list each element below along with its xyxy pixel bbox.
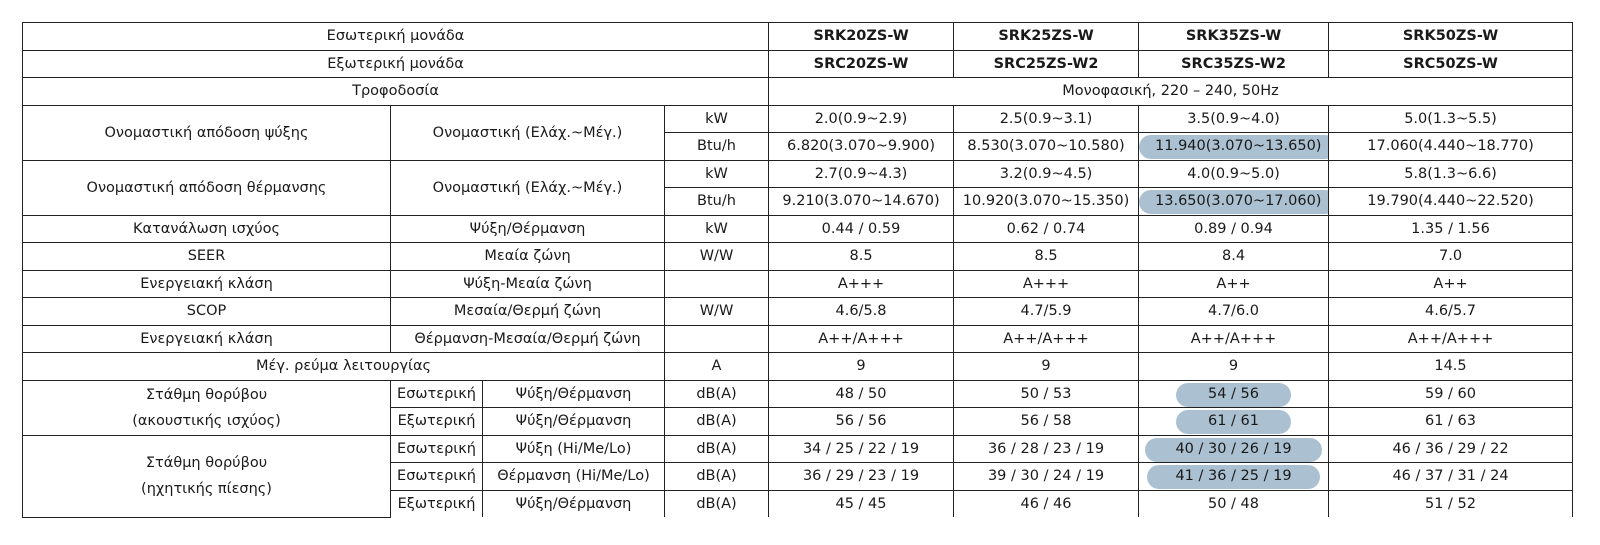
row-power-supply: [23, 78, 1573, 106]
value-cell: 9.210(3.070~14.670): [769, 188, 954, 216]
value-cell: 2.5(0.9~3.1): [954, 105, 1139, 133]
unit-cell: dB(A): [665, 435, 769, 463]
location-cell: Εσωτερική: [391, 380, 483, 408]
value-cell: 48 / 50: [769, 380, 954, 408]
row-cooling-kw: [23, 105, 1573, 133]
highlight-marker: 41 / 36 / 25 / 19: [1151, 466, 1315, 486]
value-cell: 0.89 / 0.94: [1139, 215, 1329, 243]
outdoor-unit-label: Εξωτερική μονάδα: [23, 50, 769, 78]
value-cell: 19.790(4.440~22.520): [1329, 188, 1573, 216]
unit-cell: dB(A): [665, 463, 769, 491]
value-cell: 4.6/5.8: [769, 298, 954, 326]
heating-capacity-sublabel: Ονομαστική (Ελάχ.~Μέγ.): [391, 160, 665, 215]
value-cell: 46 / 46: [954, 490, 1139, 517]
unit-cell: Btu/h: [665, 188, 769, 216]
mode-cell: Ψύξη/Θέρμανση: [483, 490, 665, 517]
value-cell: 14.5: [1329, 353, 1573, 381]
value-cell: 4.6/5.7: [1329, 298, 1573, 326]
value-cell: 3.5(0.9~4.0): [1139, 105, 1329, 133]
highlighted-value-cell: [1139, 463, 1329, 491]
unit-cell: [665, 270, 769, 298]
value-cell: 0.44 / 0.59: [769, 215, 954, 243]
value-cell: A++/A+++: [1139, 325, 1329, 353]
energy-class-sublabel: Θέρμανση-Μεσαία/Θερμή ζώνη: [391, 325, 665, 353]
value-cell: 51 / 52: [1329, 490, 1573, 517]
value-cell: 46 / 37 / 31 / 24: [1329, 463, 1573, 491]
cooling-capacity-sublabel: Ονομαστική (Ελάχ.~Μέγ.): [391, 105, 665, 160]
energy-class-label: Ενεργειακή κλάση: [23, 270, 391, 298]
noise-pressure-label-line1: Στάθμη θορύβου: [145, 455, 268, 471]
location-cell: Εσωτερική: [391, 463, 483, 491]
highlighted-value-cell: [1139, 435, 1329, 463]
mode-cell: Ψύξη (Hi/Me/Lo): [483, 435, 665, 463]
value-cell: 50 / 48: [1139, 490, 1329, 517]
unit-cell: kW: [665, 105, 769, 133]
row-energy-class-cooling: [23, 270, 1573, 298]
row-noise-pressure-cooling: [23, 435, 1573, 463]
unit-cell: W/W: [665, 298, 769, 326]
value-cell: 34 / 25 / 22 / 19: [769, 435, 954, 463]
value-cell: 39 / 30 / 24 / 19: [954, 463, 1139, 491]
mode-cell: Θέρμανση (Hi/Me/Lo): [483, 463, 665, 491]
row-power-consumption: [23, 215, 1573, 243]
highlighted-value-cell: [1139, 408, 1329, 436]
unit-cell: dB(A): [665, 490, 769, 517]
row-scop: [23, 298, 1573, 326]
mode-cell: Ψύξη/Θέρμανση: [483, 380, 665, 408]
power-supply-label: Τροφοδοσία: [23, 78, 769, 106]
scop-label: SCOP: [23, 298, 391, 326]
power-supply-value: Μονοφασική, 220 – 240, 50Hz: [769, 78, 1573, 106]
value-cell: 61 / 63: [1329, 408, 1573, 436]
outdoor-model: SRC35ZS-W2: [1139, 50, 1329, 78]
noise-power-label-line1: Στάθμη θορύβου: [145, 386, 268, 403]
value-cell: 9: [1139, 353, 1329, 381]
noise-pressure-label: [23, 435, 391, 517]
value-cell: 8.5: [769, 243, 954, 271]
value-cell: 1.35 / 1.56: [1329, 215, 1573, 243]
row-seer: [23, 243, 1573, 271]
value-cell: 36 / 28 / 23 / 19: [954, 435, 1139, 463]
unit-cell: dB(A): [665, 380, 769, 408]
highlight-marker: 13.650(3.070~17.060): [1143, 191, 1329, 211]
row-outdoor-model: [23, 50, 1573, 78]
value-cell: 56 / 58: [954, 408, 1139, 436]
seer-label: SEER: [23, 243, 391, 271]
value-cell: 2.7(0.9~4.3): [769, 160, 954, 188]
value-cell: 59 / 60: [1329, 380, 1573, 408]
value-cell: A++: [1329, 270, 1573, 298]
location-cell: Εξωτερική: [391, 490, 483, 517]
highlighted-value-cell: [1139, 380, 1329, 408]
indoor-model: SRK20ZS-W: [769, 23, 954, 51]
value-cell: 9: [954, 353, 1139, 381]
noise-power-label-line2: (ακουστικής ισχύος): [132, 412, 281, 429]
value-cell: 8.4: [1139, 243, 1329, 271]
value-cell: 8.5: [954, 243, 1139, 271]
power-consumption-label: Κατανάλωση ισχύος: [23, 215, 391, 243]
energy-class-label: Ενεργειακή κλάση: [23, 325, 391, 353]
seer-sublabel: Μεαία ζώνη: [391, 243, 665, 271]
noise-power-label: [23, 380, 391, 435]
indoor-model: SRK50ZS-W: [1329, 23, 1573, 51]
value-cell: 46 / 36 / 29 / 22: [1329, 435, 1573, 463]
outdoor-model: SRC20ZS-W: [769, 50, 954, 78]
unit-cell: kW: [665, 160, 769, 188]
outdoor-model: SRC25ZS-W2: [954, 50, 1139, 78]
value-cell: 50 / 53: [954, 380, 1139, 408]
highlight-marker: 11.940(3.070~13.650): [1143, 136, 1329, 156]
row-indoor-model: [23, 23, 1573, 51]
row-max-current: [23, 353, 1573, 381]
value-cell: A+++: [954, 270, 1139, 298]
highlight-marker: 54 / 56: [1180, 384, 1287, 404]
value-cell: 5.0(1.3~5.5): [1329, 105, 1573, 133]
indoor-unit-label: Εσωτερική μονάδα: [23, 23, 769, 51]
value-cell: 7.0: [1329, 243, 1573, 271]
scop-sublabel: Μεσαία/Θερμή ζώνη: [391, 298, 665, 326]
value-cell: 8.530(3.070~10.580): [954, 133, 1139, 161]
value-cell: 6.820(3.070~9.900): [769, 133, 954, 161]
value-cell: 36 / 29 / 23 / 19: [769, 463, 954, 491]
row-energy-class-heating: [23, 325, 1573, 353]
location-cell: Εξωτερική: [391, 408, 483, 436]
value-cell: A++: [1139, 270, 1329, 298]
outdoor-model: SRC50ZS-W: [1329, 50, 1573, 78]
value-cell: A++/A+++: [769, 325, 954, 353]
location-cell: Εσωτερική: [391, 435, 483, 463]
mode-cell: Ψύξη/Θέρμανση: [483, 408, 665, 436]
heating-capacity-label: Ονομαστική απόδοση θέρμανσης: [23, 160, 391, 215]
value-cell: 4.7/5.9: [954, 298, 1139, 326]
value-cell: 3.2(0.9~4.5): [954, 160, 1139, 188]
unit-cell: [665, 325, 769, 353]
highlighted-value-cell: [1139, 133, 1329, 161]
noise-pressure-label-line2: (ηχητικής πίεσης): [141, 481, 272, 497]
unit-cell: W/W: [665, 243, 769, 271]
value-cell: 56 / 56: [769, 408, 954, 436]
power-consumption-sublabel: Ψύξη/Θέρμανση: [391, 215, 665, 243]
value-cell: 5.8(1.3~6.6): [1329, 160, 1573, 188]
unit-cell: Btu/h: [665, 133, 769, 161]
value-cell: 17.060(4.440~18.770): [1329, 133, 1573, 161]
unit-cell: kW: [665, 215, 769, 243]
spec-table: [22, 22, 1573, 518]
row-heating-kw: [23, 160, 1573, 188]
value-cell: 9: [769, 353, 954, 381]
highlighted-value-cell: [1139, 188, 1329, 216]
row-noise-power-indoor: [23, 380, 1573, 408]
unit-cell: dB(A): [665, 408, 769, 436]
value-cell: 4.0(0.9~5.0): [1139, 160, 1329, 188]
value-cell: 2.0(0.9~2.9): [769, 105, 954, 133]
value-cell: 10.920(3.070~15.350): [954, 188, 1139, 216]
value-cell: A++/A+++: [1329, 325, 1573, 353]
value-cell: A++/A+++: [954, 325, 1139, 353]
highlight-marker: 40 / 30 / 26 / 19: [1149, 439, 1317, 459]
highlight-marker: 61 / 61: [1180, 411, 1287, 431]
value-cell: 0.62 / 0.74: [954, 215, 1139, 243]
value-cell: A+++: [769, 270, 954, 298]
indoor-model: SRK25ZS-W: [954, 23, 1139, 51]
unit-cell: A: [665, 353, 769, 381]
cooling-capacity-label: Ονομαστική απόδοση ψύξης: [23, 105, 391, 160]
energy-class-sublabel: Ψύξη-Μεαία ζώνη: [391, 270, 665, 298]
value-cell: 4.7/6.0: [1139, 298, 1329, 326]
value-cell: 45 / 45: [769, 490, 954, 517]
max-current-label: Μέγ. ρεύμα λειτουργίας: [23, 353, 665, 381]
indoor-model: SRK35ZS-W: [1139, 23, 1329, 51]
